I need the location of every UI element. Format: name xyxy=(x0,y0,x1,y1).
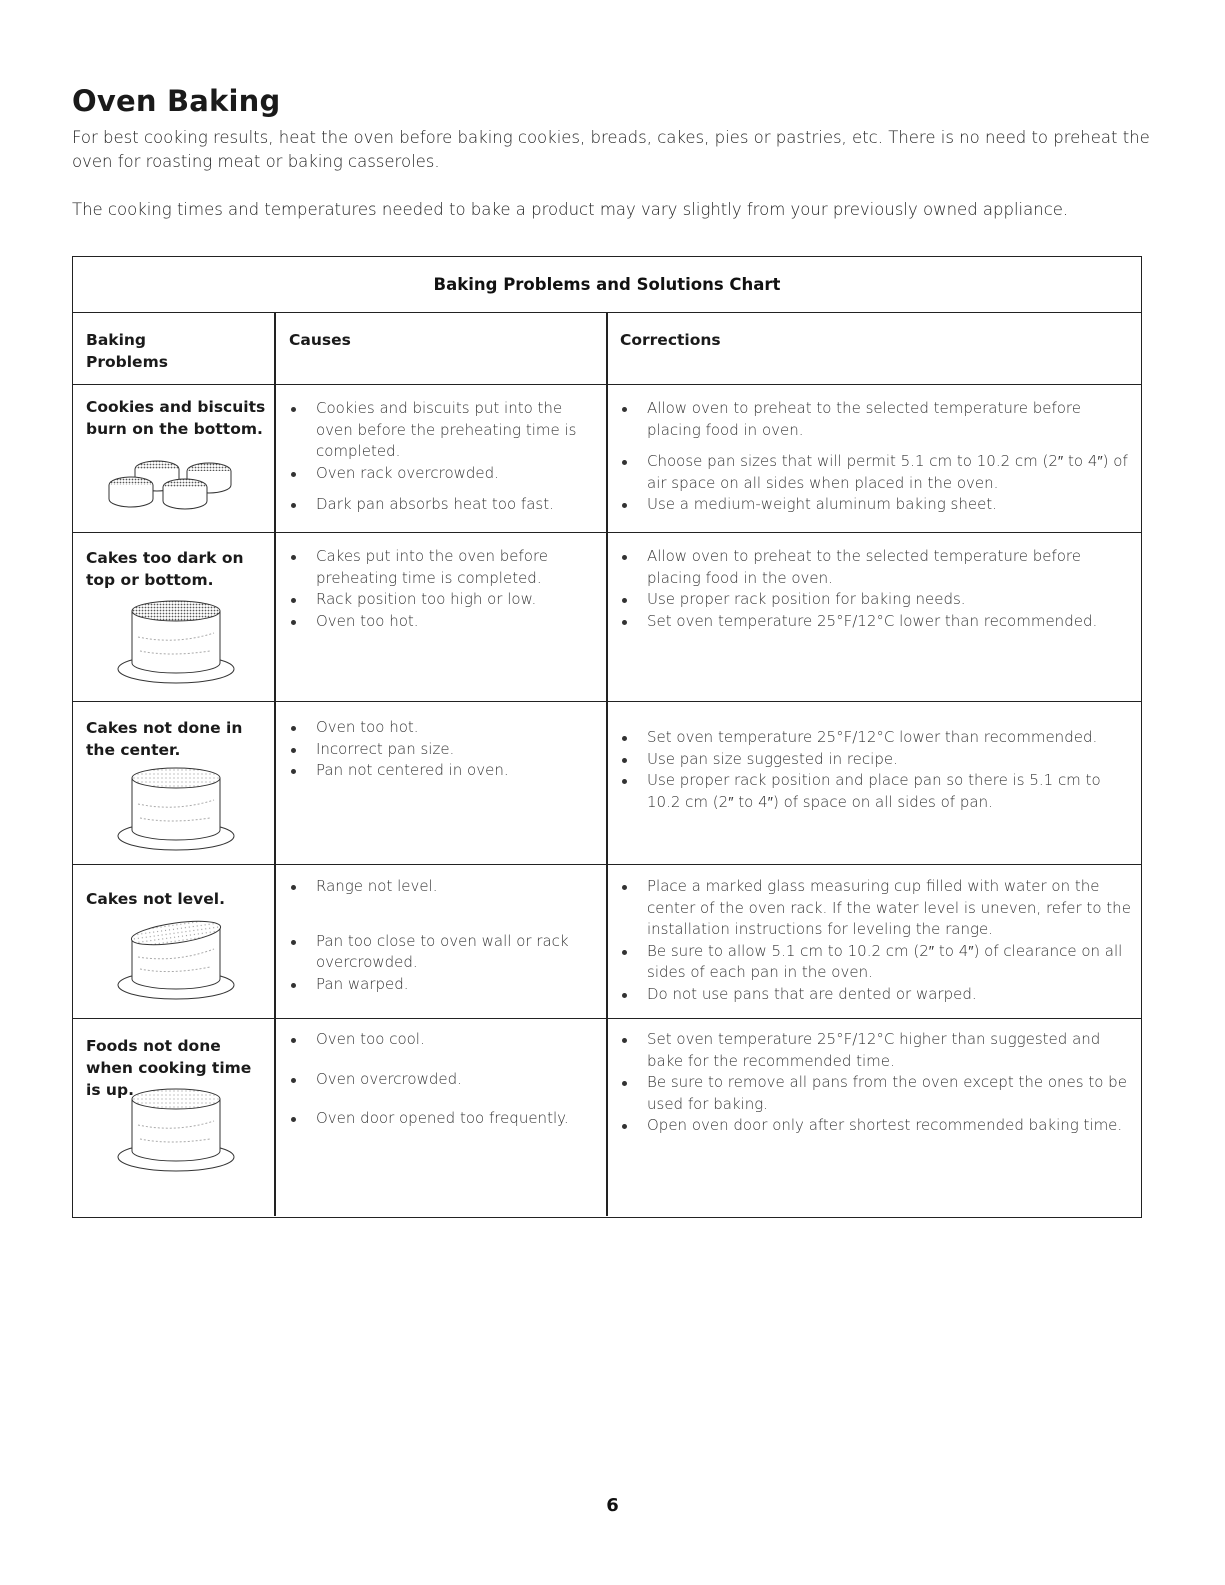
list-item: Cookies and biscuits put into the oven before the preheating time is completed. xyxy=(289,398,594,463)
cookies-icon xyxy=(101,445,251,515)
list-item: Range not level. xyxy=(289,876,594,898)
chart-title: Baking Problems and Solutions Chart xyxy=(73,257,1141,313)
list-item: Do not use pans that are dented or warped. xyxy=(620,984,1135,1006)
baking-problems-chart xyxy=(72,256,1142,1218)
page-title: Oven Baking xyxy=(72,84,281,118)
causes-list xyxy=(289,717,594,782)
causes-list xyxy=(289,398,594,516)
list-item: Incorrect pan size. xyxy=(289,739,594,761)
intro-paragraph-2: The cooking times and temperatures needed to bake a product may vary slightly from your previously owned appliance. xyxy=(72,200,1069,219)
list-item: Pan warped. xyxy=(289,974,594,996)
list-item: Oven too cool. xyxy=(289,1029,594,1051)
cake-icon xyxy=(108,764,248,856)
cake-icon xyxy=(108,1085,248,1177)
list-item: Set oven temperature 25°F/12°C lower than recommended. xyxy=(620,611,1135,633)
list-item: Oven too hot. xyxy=(289,717,594,739)
list-item: Oven door opened too frequently. xyxy=(289,1108,594,1130)
list-item: Pan not centered in oven. xyxy=(289,760,594,782)
list-item: Use a medium-weight aluminum baking sheet. xyxy=(620,494,1135,516)
list-item: Use proper rack position and place pan so there is 5.1 cm to 10.2 cm (2″ to 4″) of space on all sides of pan. xyxy=(620,770,1135,813)
corrections-list xyxy=(620,1029,1135,1137)
list-item: Set oven temperature 25°F/12°C higher than suggested and bake for the recommended time. xyxy=(620,1029,1135,1072)
corrections-list xyxy=(620,546,1135,632)
list-item: Oven overcrowded. xyxy=(289,1069,594,1091)
page-number: 6 xyxy=(606,1495,619,1516)
problem-label: Cakes too dark on top or bottom. xyxy=(86,549,244,589)
cake-icon xyxy=(108,597,248,689)
causes-list xyxy=(289,546,594,632)
list-item: Pan too close to oven wall or rack overcrowded. xyxy=(289,931,594,974)
problem-label: Cakes not done in the center. xyxy=(86,719,243,759)
list-item: Oven rack overcrowded. xyxy=(289,463,594,485)
list-item: Place a marked glass measuring cup filled with water on the center of the oven rack. If the water level is uneven, refer to the installation instructions for leveling the range. xyxy=(620,876,1135,941)
list-item: Allow oven to preheat to the selected temperature before placing food in oven. xyxy=(620,398,1135,441)
list-item: Use pan size suggested in recipe. xyxy=(620,749,1135,771)
list-item: Use proper rack position for baking needs. xyxy=(620,589,1135,611)
list-item: Dark pan absorbs heat too fast. xyxy=(289,494,594,516)
list-item: Open oven door only after shortest recommended baking time. xyxy=(620,1115,1135,1137)
causes-list xyxy=(289,876,594,995)
list-item: Rack position too high or low. xyxy=(289,589,594,611)
list-item: Be sure to remove all pans from the oven except the ones to be used for baking. xyxy=(620,1072,1135,1115)
list-item: Oven too hot. xyxy=(289,611,594,633)
list-item: Set oven temperature 25°F/12°C lower than recommended. xyxy=(620,727,1135,749)
list-item: Choose pan sizes that will permit 5.1 cm to 10.2 cm (2″ to 4″) of air space on all sides when placed in the oven. xyxy=(620,451,1135,494)
problem-label: Foods not done when cooking time is up. xyxy=(86,1037,252,1099)
tilted-cake-icon xyxy=(108,919,248,1003)
problem-label: Cookies and biscuits burn on the bottom. xyxy=(86,398,266,438)
corrections-list xyxy=(620,876,1135,1005)
column-header-problems: Baking Problems xyxy=(86,331,168,371)
column-header-corrections: Corrections xyxy=(620,331,721,349)
causes-list xyxy=(289,1029,594,1130)
corrections-list xyxy=(620,727,1135,813)
column-header-causes: Causes xyxy=(289,331,351,349)
list-item: Be sure to allow 5.1 cm to 10.2 cm (2″ to 4″) of clearance on all sides of each pan in the oven. xyxy=(620,941,1135,984)
list-item: Cakes put into the oven before preheating time is completed. xyxy=(289,546,594,589)
intro-paragraph: For best cooking results, heat the oven before baking cookies, breads, cakes, pies or pastries, etc. There is no need to preheat the oven for roasting meat or baking casseroles. xyxy=(72,128,1150,171)
corrections-list xyxy=(620,398,1135,516)
list-item: Allow oven to preheat to the selected temperature before placing food in the oven. xyxy=(620,546,1135,589)
problem-label: Cakes not level. xyxy=(86,890,225,908)
